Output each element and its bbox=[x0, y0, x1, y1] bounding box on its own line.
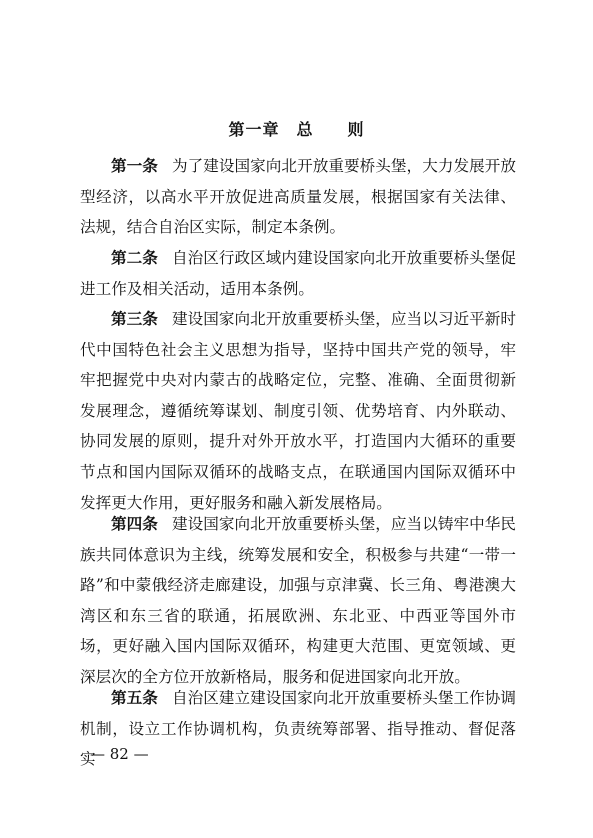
article-4 bbox=[80, 509, 516, 693]
article-4-text: 建设国家向北开放重要桥头堡，应当以铸牢中华民族共同体意识为主线，统筹发展和安全，积极参与共建“一带一路”和中蒙俄经济走廊建设，加强与京津冀、长三角、粤港澳大湾区和东三省的联通，拓展欧洲、东北亚、中西亚等国外市场，更好融入国内国际双循环，构建更大范围、更宽领域、更深层次的全方位开放新格局，服务和促进国家向北开放。 bbox=[80, 515, 516, 686]
article-5-text: 自治区建立建设国家向北开放重要桥头堡工作协调机制，设立工作协调机构，负责统筹部署、指导推动、督促落实 bbox=[80, 689, 516, 769]
article-1-label: 第一条 bbox=[111, 157, 158, 175]
page-number: — 82 — bbox=[90, 745, 149, 763]
article-1-text: 为了建设国家向北开放重要桥头堡，大力发展开放型经济，以高水平开放促进高质量发展，根据国家有关法律、法规，结合自治区实际，制定本条例。 bbox=[80, 157, 516, 237]
article-4-label: 第四条 bbox=[111, 515, 158, 533]
article-3-label: 第三条 bbox=[111, 310, 158, 328]
article-5-label: 第五条 bbox=[111, 689, 158, 707]
article-2-label: 第二条 bbox=[111, 249, 158, 267]
article-2 bbox=[80, 243, 516, 304]
article-2-text: 自治区行政区域内建设国家向北开放重要桥头堡促进工作及相关活动，适用本条例。 bbox=[80, 249, 516, 298]
chapter-title: 第一章 总 则 bbox=[228, 120, 365, 139]
article-1 bbox=[80, 151, 516, 243]
article-3-text: 建设国家向北开放重要桥头堡，应当以习近平新时代中国特色社会主义思想为指导，坚持中国共产党的领导，牢牢把握党中央对内蒙古的战略定位，完整、准确、全面贯彻新发展理念，遵循统筹谋划、制度引领、优势培育、内外联动、协同发展的原则，提升对外开放水平，打造国内大循环的重要节点和国内国际双循环的战略支点，在联通国内国际双循环中发挥更大作用，更好服务和融入新发展格局。 bbox=[80, 310, 516, 512]
article-3 bbox=[80, 304, 516, 518]
